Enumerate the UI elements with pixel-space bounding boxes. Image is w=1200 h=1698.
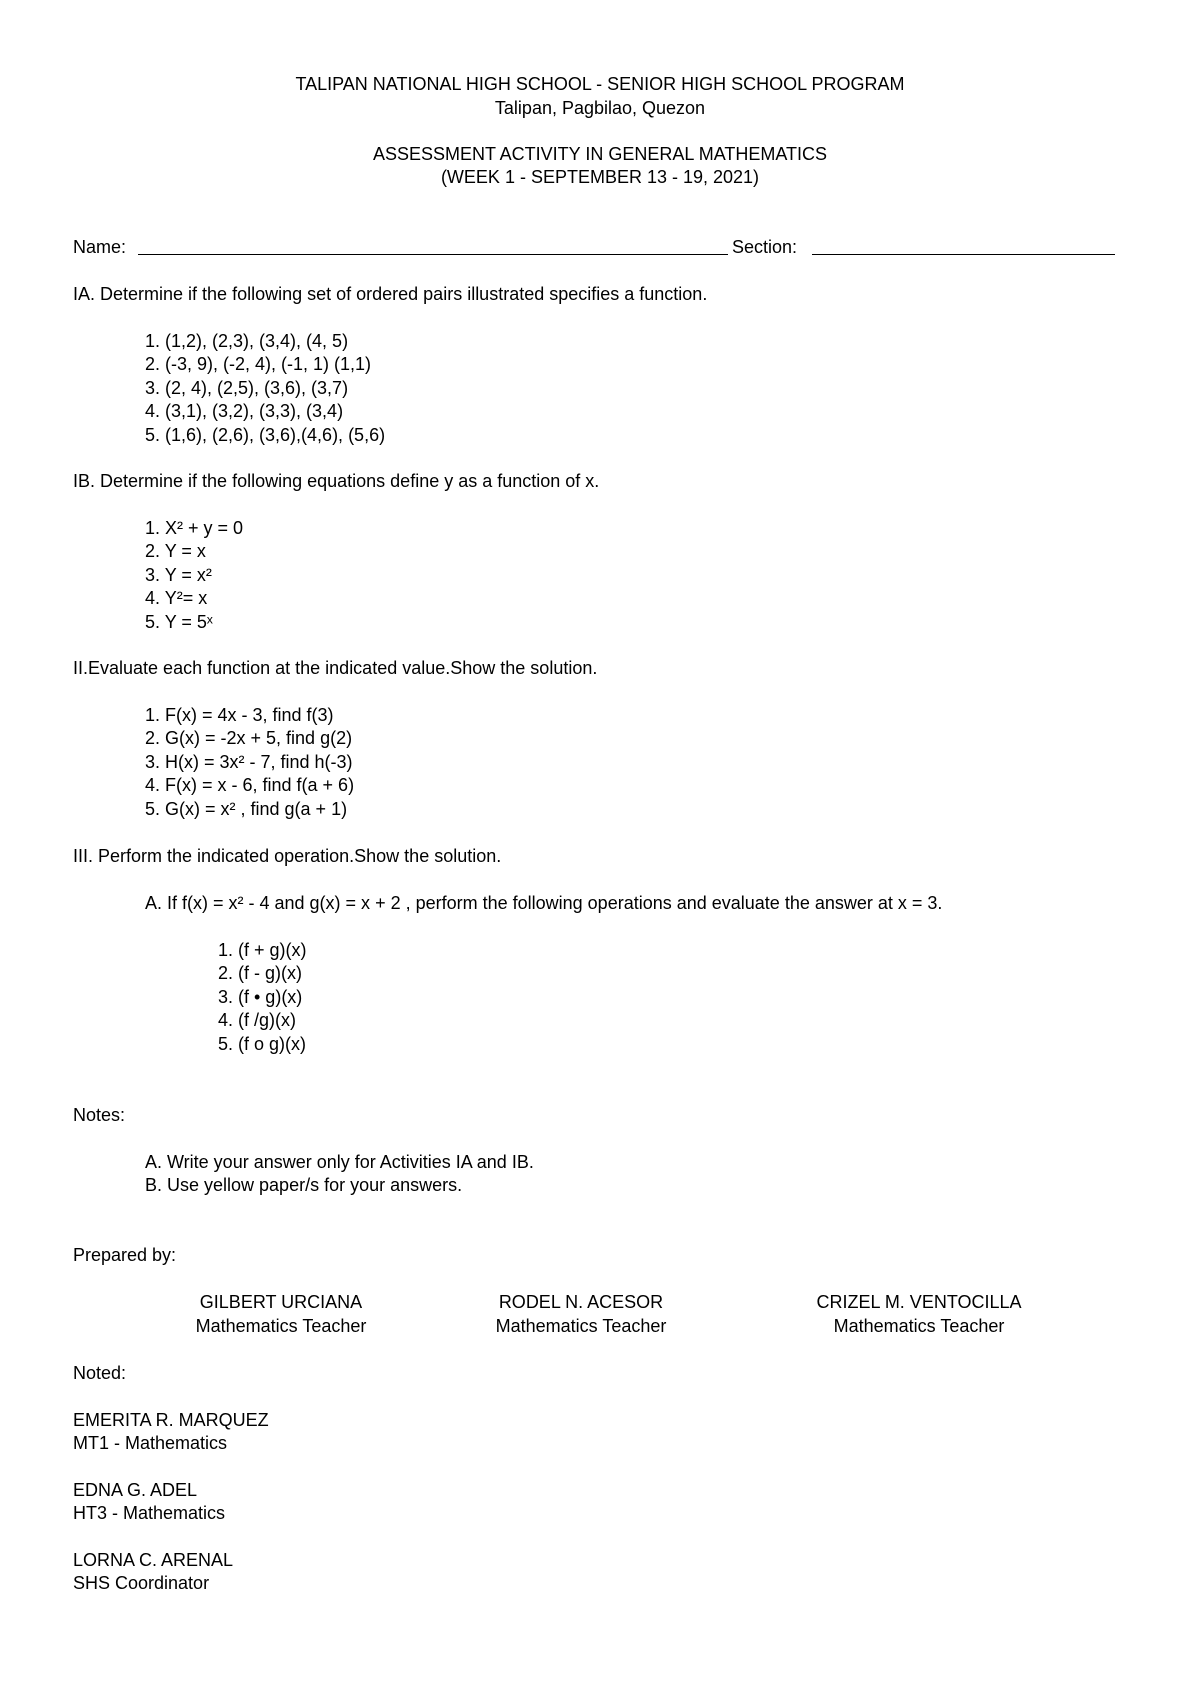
section-ib-instruction: IB. Determine if the following equations define y as a function of x. bbox=[73, 471, 600, 491]
document-week: (WEEK 1 - SEPTEMBER 13 - 19, 2021) bbox=[440, 167, 760, 187]
prepared-by-label: Prepared by: bbox=[73, 1245, 177, 1265]
list-item: 2. (-3, 9), (-2, 4), (-1, 1) (1,1) bbox=[145, 354, 372, 375]
list-item: 5. (1,6), (2,6), (3,6),(4,6), (5,6) bbox=[145, 424, 386, 445]
noted-person bbox=[73, 1549, 233, 1596]
name-label: Name: bbox=[73, 237, 127, 257]
teacher-role: Mathematics Teacher bbox=[495, 1316, 667, 1336]
list-item: 4. F(x) = x - 6, find f(a + 6) bbox=[145, 775, 355, 796]
list-item: 1. X² + y = 0 bbox=[145, 518, 244, 538]
section-iii-part-a: A. If f(x) = x² - 4 and g(x) = x + 2 , perform the following operations and evaluate the answer at x = 3. bbox=[145, 893, 943, 913]
list-item: 5. G(x) = x² , find g(a + 1) bbox=[145, 798, 348, 819]
noted-person bbox=[73, 1409, 269, 1456]
list-item: 4. Y²= x bbox=[145, 588, 208, 609]
list-item: 1. (f + g)(x) bbox=[218, 940, 307, 960]
section-ia-list bbox=[145, 330, 385, 447]
list-item: 3. (f • g)(x) bbox=[218, 986, 303, 1007]
section-ib-list bbox=[145, 517, 243, 634]
list-item: 3. H(x) = 3x² - 7, find h(-3) bbox=[145, 751, 353, 772]
list-item: 1. (1,2), (2,3), (3,4), (4, 5) bbox=[145, 331, 349, 351]
list-item: 3. (2, 4), (2,5), (3,6), (3,7) bbox=[145, 377, 349, 398]
name-blank-line bbox=[138, 254, 728, 255]
document-title: ASSESSMENT ACTIVITY IN GENERAL MATHEMATICS bbox=[372, 144, 828, 164]
section-blank-line bbox=[812, 254, 1115, 255]
teacher-name: CRIZEL M. VENTOCILLA bbox=[816, 1292, 1022, 1312]
teacher-signature-block bbox=[131, 1290, 431, 1338]
notes-list bbox=[145, 1151, 534, 1198]
person-name: EDNA G. ADEL bbox=[73, 1480, 198, 1500]
list-item: 2. G(x) = -2x + 5, find g(2) bbox=[145, 728, 353, 749]
teacher-signature-block bbox=[769, 1290, 1069, 1338]
list-item: 2. Y = x bbox=[145, 541, 206, 562]
noted-person bbox=[73, 1479, 225, 1526]
list-item: 5. Y = 5ˣ bbox=[145, 611, 213, 632]
list-item: 4. (f /g)(x) bbox=[218, 1010, 297, 1031]
person-role: MT1 - Mathematics bbox=[73, 1433, 228, 1454]
section-ia-instruction: IA. Determine if the following set of ordered pairs illustrated specifies a function. bbox=[73, 284, 708, 304]
section-iii-instruction: III. Perform the indicated operation.Show the solution. bbox=[73, 846, 502, 866]
list-item: 4. (3,1), (3,2), (3,3), (3,4) bbox=[145, 401, 344, 422]
section-iii-list bbox=[218, 939, 307, 1056]
teacher-role: Mathematics Teacher bbox=[833, 1316, 1005, 1336]
notes-label: Notes: bbox=[73, 1105, 126, 1125]
teacher-signature-block bbox=[431, 1290, 731, 1338]
section-label: Section: bbox=[732, 237, 798, 257]
school-address: Talipan, Pagbilao, Quezon bbox=[494, 98, 706, 118]
section-ii-instruction: II.Evaluate each function at the indicated value.Show the solution. bbox=[73, 658, 598, 678]
teacher-name: RODEL N. ACESOR bbox=[498, 1292, 664, 1312]
person-name: EMERITA R. MARQUEZ bbox=[73, 1410, 269, 1430]
list-item: B. Use yellow paper/s for your answers. bbox=[145, 1175, 463, 1196]
section-ii-list bbox=[145, 704, 354, 821]
person-role: SHS Coordinator bbox=[73, 1573, 210, 1594]
list-item: A. Write your answer only for Activities IA and IB. bbox=[145, 1152, 534, 1172]
list-item: 1. F(x) = 4x - 3, find f(3) bbox=[145, 705, 334, 725]
list-item: 2. (f - g)(x) bbox=[218, 963, 302, 984]
person-role: HT3 - Mathematics bbox=[73, 1503, 226, 1524]
noted-label: Noted: bbox=[73, 1363, 127, 1383]
school-name: TALIPAN NATIONAL HIGH SCHOOL - SENIOR HIGH SCHOOL PROGRAM bbox=[295, 74, 905, 94]
list-item: 5. (f o g)(x) bbox=[218, 1033, 307, 1054]
person-name: LORNA C. ARENAL bbox=[73, 1550, 234, 1570]
teacher-role: Mathematics Teacher bbox=[195, 1316, 367, 1336]
teacher-name: GILBERT URCIANA bbox=[199, 1292, 363, 1312]
list-item: 3. Y = x² bbox=[145, 564, 212, 585]
